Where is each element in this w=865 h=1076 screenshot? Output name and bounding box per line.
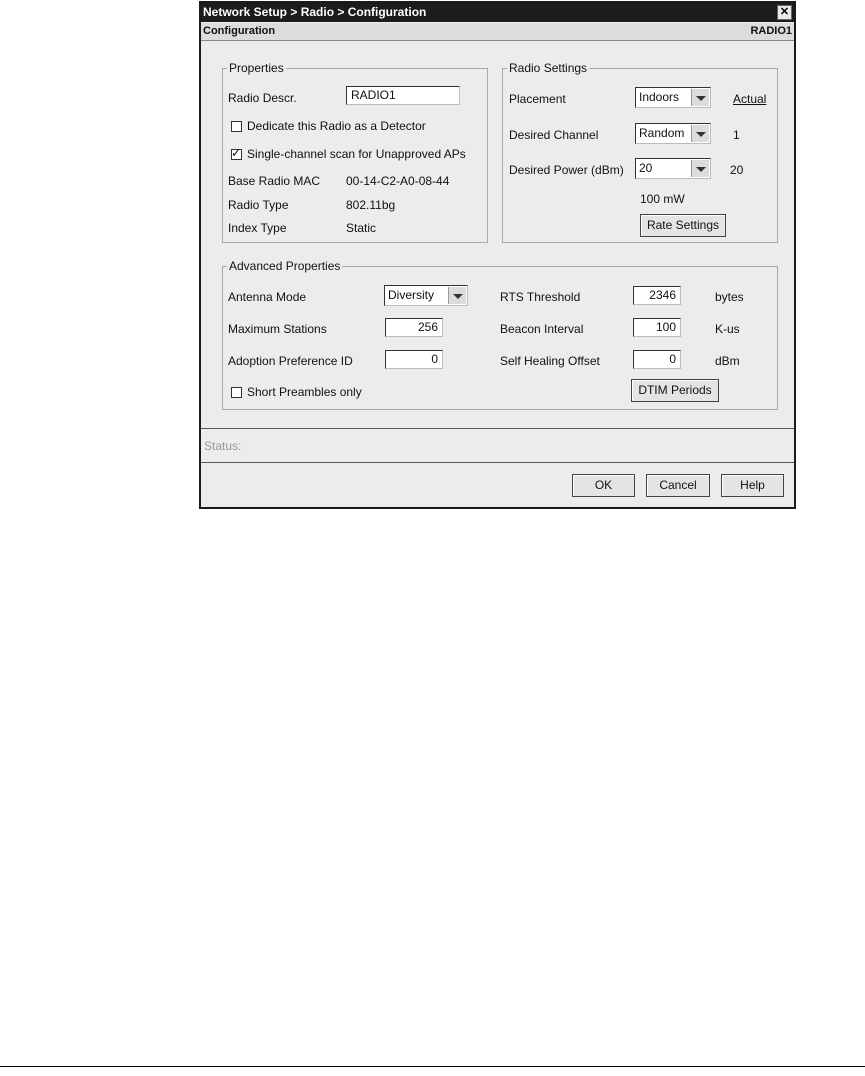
section-header (201, 23, 794, 41)
beacon-unit: K-us (715, 322, 740, 336)
power-value: 20 (639, 161, 653, 175)
base-mac-label: Base Radio MAC (228, 174, 321, 188)
self-heal-unit: dBm (715, 354, 740, 368)
self-heal-label: Self Healing Offset (500, 354, 600, 368)
rate-settings-button[interactable]: Rate Settings (640, 214, 726, 237)
antenna-mode-label: Antenna Mode (228, 290, 307, 304)
single-channel-label: Single-channel scan for Unapproved APs (247, 147, 466, 161)
ok-button[interactable]: OK (572, 474, 635, 497)
window-titlebar (201, 3, 794, 22)
self-heal-input[interactable]: 0 (633, 350, 681, 369)
radio-descr-input[interactable]: RADIO1 (346, 86, 460, 105)
index-type-label: Index Type (228, 221, 287, 235)
adoption-pref-label: Adoption Preference ID (228, 354, 353, 368)
max-stations-input[interactable]: 256 (385, 318, 443, 337)
config-dialog (199, 1, 796, 509)
check-icon: ✓ (231, 146, 242, 160)
beacon-input[interactable]: 100 (633, 318, 681, 337)
channel-actual: 1 (733, 128, 740, 142)
advanced-legend: Advanced Properties (229, 259, 341, 273)
close-icon[interactable]: ✕ (777, 5, 792, 20)
properties-legend: Properties (229, 61, 284, 75)
short-preambles-checkbox[interactable] (231, 387, 242, 398)
rts-input[interactable]: 2346 (633, 286, 681, 305)
channel-value: Random (639, 126, 685, 140)
radio-type-label: Radio Type (228, 198, 289, 212)
antenna-mode-value: Diversity (388, 288, 435, 302)
chevron-down-icon (691, 89, 709, 106)
beacon-label: Beacon Interval (500, 322, 584, 336)
power-mw: 100 mW (640, 192, 685, 206)
base-mac-value: 00-14-C2-A0-08-44 (346, 174, 450, 188)
cancel-button[interactable]: Cancel (646, 474, 710, 497)
chevron-down-icon (691, 160, 709, 177)
rts-unit: bytes (715, 290, 744, 304)
max-stations-label: Maximum Stations (228, 322, 327, 336)
adoption-pref-input[interactable]: 0 (385, 350, 443, 369)
detector-checkbox[interactable] (231, 121, 242, 132)
placement-select[interactable] (635, 87, 711, 108)
page-bottom-rule (0, 1066, 865, 1067)
detector-label: Dedicate this Radio as a Detector (247, 119, 426, 133)
status-label: Status: (204, 439, 242, 453)
footer-divider (201, 462, 794, 463)
chevron-down-icon (691, 125, 709, 142)
power-select[interactable] (635, 158, 711, 179)
status-divider (201, 428, 794, 429)
help-button[interactable]: Help (721, 474, 784, 497)
antenna-mode-select[interactable] (384, 285, 468, 306)
radio-name: RADIO1 (750, 25, 792, 37)
channel-select[interactable] (635, 123, 711, 144)
rts-label: RTS Threshold (500, 290, 581, 304)
short-preambles-label: Short Preambles only (247, 385, 362, 399)
window-title: Network Setup > Radio > Configuration (203, 5, 427, 19)
power-actual: 20 (730, 163, 744, 177)
actual-header: Actual (733, 92, 767, 106)
power-label: Desired Power (dBm) (509, 163, 624, 177)
chevron-down-icon (448, 287, 466, 304)
section-title: Configuration (203, 25, 276, 37)
placement-label: Placement (509, 92, 566, 106)
radio-type-value: 802.11bg (346, 198, 396, 212)
channel-label: Desired Channel (509, 128, 599, 142)
radio-settings-legend: Radio Settings (509, 61, 588, 75)
placement-value: Indoors (639, 90, 680, 104)
single-channel-checkbox[interactable] (231, 146, 242, 160)
radio-descr-label: Radio Descr. (228, 91, 297, 105)
dtim-periods-button[interactable]: DTIM Periods (631, 379, 719, 402)
index-type-value: Static (346, 221, 377, 235)
